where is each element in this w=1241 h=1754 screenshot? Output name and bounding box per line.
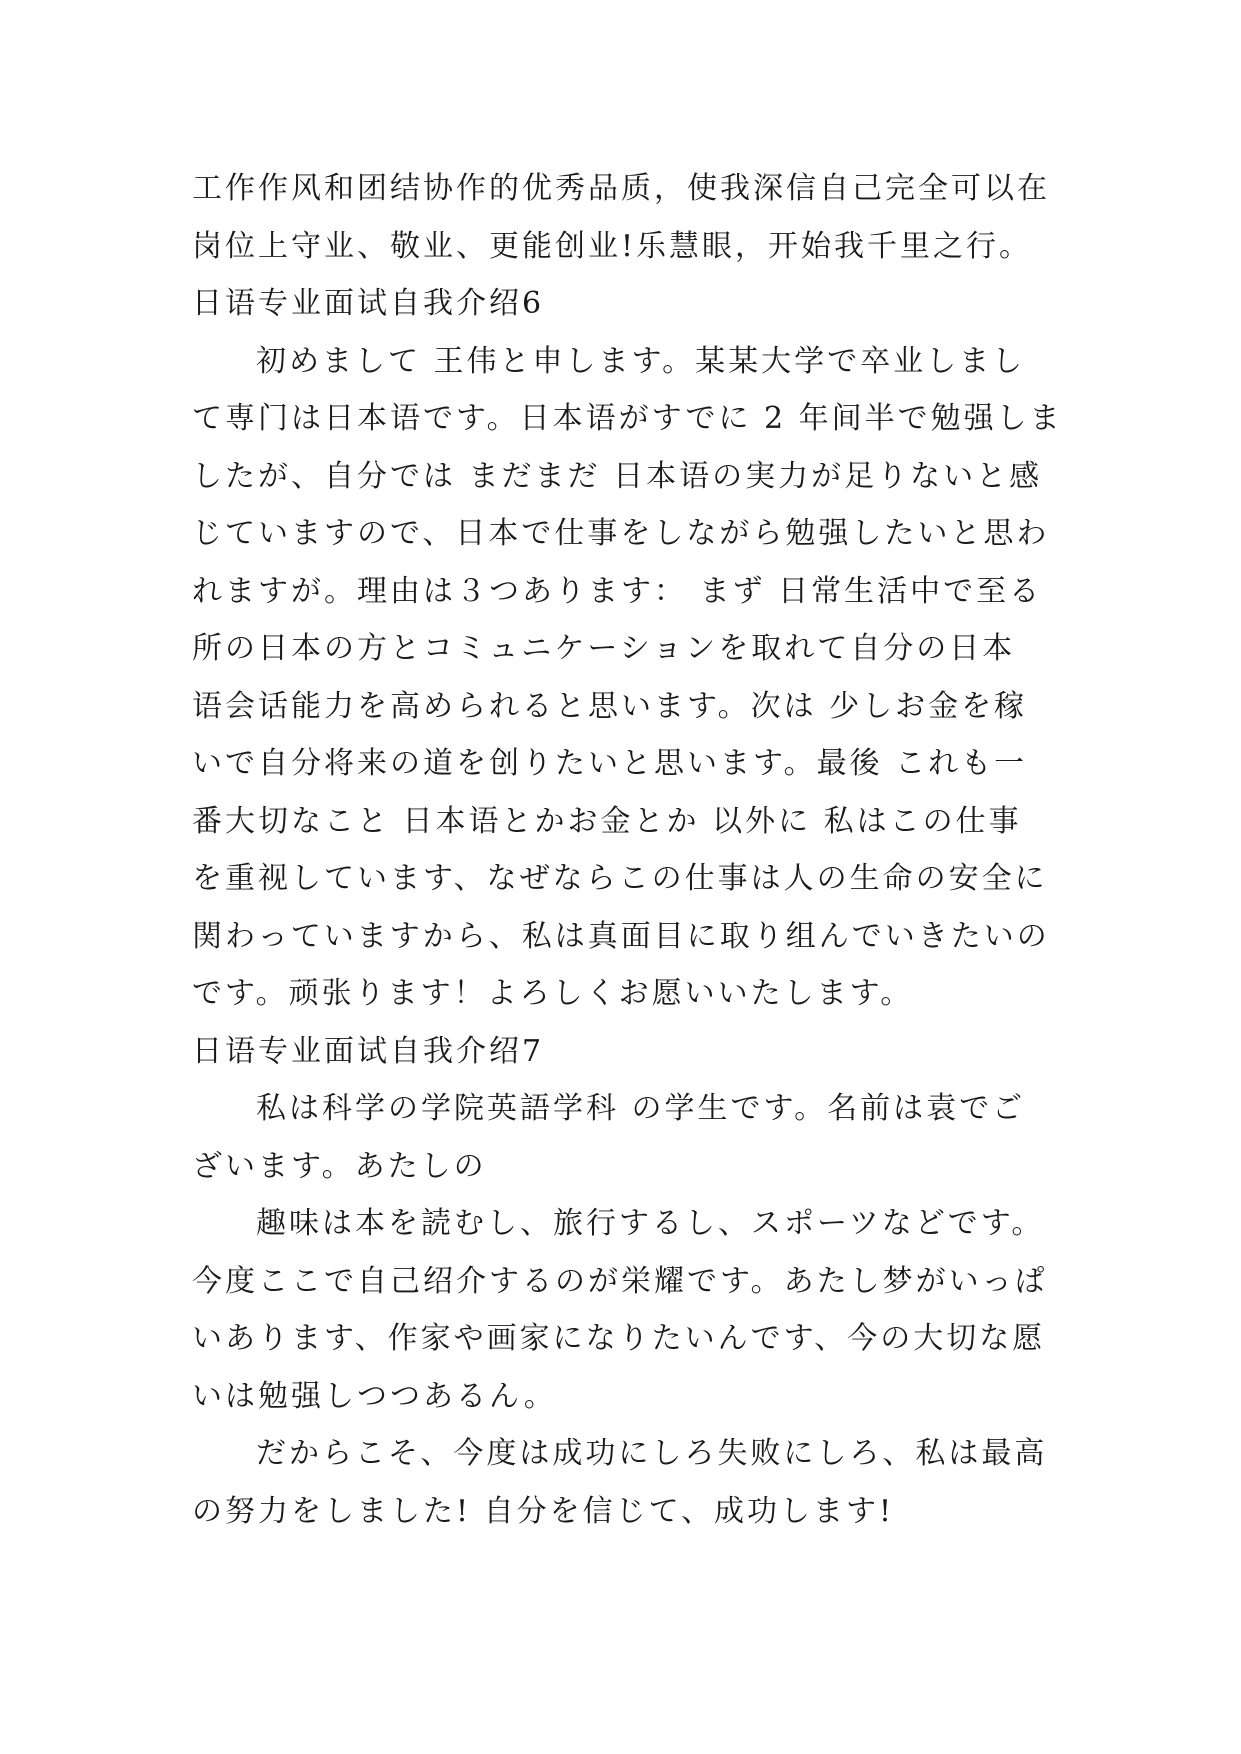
text-line: 所の日本の方とコミュニケーションを取れて自分の日本 <box>192 631 1016 666</box>
text-line: だからこそ、今度は成功にしろ失败にしろ、私は最高 <box>256 1436 1048 1471</box>
text-line: 私は科学の学院英語学科 の学生です。名前は袁でご <box>256 1091 1026 1126</box>
text-line: れますが。理由は３つあります： まず 日常生活中で至る <box>192 573 1043 609</box>
text-line: いは勉强しつつあるん。 <box>192 1378 557 1414</box>
text-line: いで自分将来の道を创りたいと思います。最後 これも一 <box>192 746 1028 781</box>
section-heading: 日语专业面试自我介绍7 <box>192 1033 545 1069</box>
document-body <box>192 160 1063 1540</box>
section-heading: 日语专业面试自我介绍6 <box>192 286 545 321</box>
text-line: て専门は日本语です。日本语がすでに 2 年间半で勉强しま <box>192 401 1063 436</box>
text-line: 岗位上守业、敬业、更能创业!乐慧眼，开始我千里之行。 <box>192 228 1033 264</box>
text-line: 趣味は本を読むし、旅行するし、スポーツなどです。 <box>256 1206 1045 1241</box>
text-line: 语会话能力を高められると思います。次は 少しお金を稼 <box>192 688 1028 724</box>
text-line: 番大切なこと 日本语とかお金とか 以外に 私はこの仕事 <box>192 803 1022 839</box>
text-line: 初めまして 王伟と申します。某某大学で卒业しまし <box>256 343 1026 379</box>
text-line: ざいます。あたしの <box>192 1148 487 1184</box>
text-line: じていますので、日本で仕事をしながら勉强したいと思わ <box>192 516 1050 551</box>
text-line: したが、自分では まだまだ 日本语の実力が足りないと感 <box>192 458 1043 494</box>
text-line: 関わっていますから、私は真面目に取り组んでいきたいの <box>192 918 1050 954</box>
text-line: です。顽张ります！よろしくお愿いいたします。 <box>192 976 914 1011</box>
text-line: の努力をしました! 自分を信じて、成功します! <box>192 1493 895 1529</box>
text-line: いあります、作家や画家になりたいんです、今の大切な愿 <box>192 1321 1046 1356</box>
text-line: 今度ここで自己绍介するのが栄耀です。あたし梦がいっぱ <box>192 1263 1048 1299</box>
text-line: を重视しています、なぜならこの仕事は人の生命の安全に <box>192 861 1048 896</box>
text-line: 工作作风和团结协作的优秀品质，使我深信自己完全可以在 <box>192 171 1050 206</box>
